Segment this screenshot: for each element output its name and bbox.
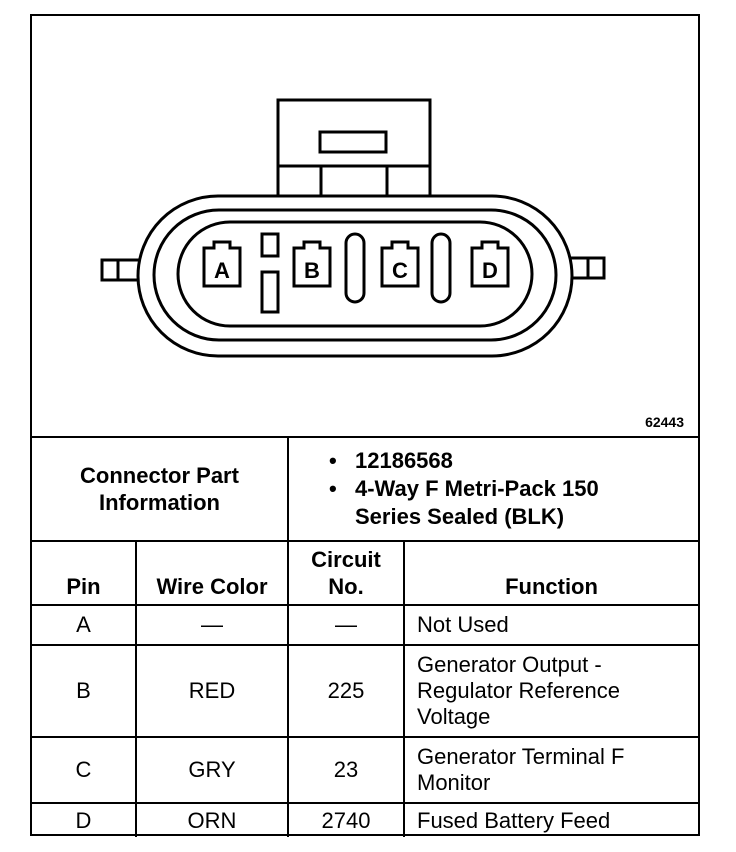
pin-cavity-b <box>294 242 330 286</box>
circuit-no-cell: 2740 <box>288 803 404 837</box>
connector-part-number: • 12186568 <box>329 447 698 475</box>
pin-label-c: C <box>392 258 408 283</box>
pin-cavity-a <box>204 242 240 286</box>
pin-cell: A <box>32 605 136 645</box>
header-circuit-no-text: Circuit No. <box>311 547 381 599</box>
pin-cell: B <box>32 645 136 737</box>
connector-info-label <box>32 437 288 541</box>
wire-color-cell: RED <box>136 645 288 737</box>
pinout-table <box>32 436 698 837</box>
circuit-no-cell: 23 <box>288 737 404 803</box>
pin-label-b: B <box>304 258 320 283</box>
table-row <box>32 803 698 837</box>
header-circuit-no <box>288 541 404 605</box>
pin-cavity-c <box>382 242 418 286</box>
circuit-no-cell: 225 <box>288 645 404 737</box>
circuit-no-cell: — <box>288 605 404 645</box>
table-row <box>32 605 698 645</box>
header-function: Function <box>404 541 698 605</box>
function-cell: Not Used <box>404 605 698 645</box>
rib-2 <box>432 234 450 302</box>
pin-cell: C <box>32 737 136 803</box>
pin-cavity-d <box>472 242 508 286</box>
connector-info-items <box>288 437 698 541</box>
connector-info-row <box>32 437 698 541</box>
wire-color-cell: ORN <box>136 803 288 837</box>
pin-label-a: A <box>214 258 230 283</box>
key-slot-upper <box>262 234 278 256</box>
wire-color-cell: GRY <box>136 737 288 803</box>
function-cell <box>404 737 698 803</box>
function-cell-text: Generator Output - Regulator Reference Voltage <box>417 652 621 729</box>
function-cell-text: Generator Terminal F Monitor <box>417 744 625 795</box>
latch-window <box>320 132 386 152</box>
connector-frame <box>30 14 700 836</box>
header-pin: Pin <box>32 541 136 605</box>
wire-color-cell: — <box>136 605 288 645</box>
left-ear <box>102 260 140 280</box>
pin-label-d: D <box>482 258 498 283</box>
connector-description: • 4-Way F Metri-Pack 150 Series Sealed (BLK) <box>329 475 655 531</box>
function-cell: Fused Battery Feed <box>404 803 698 837</box>
function-cell <box>404 645 698 737</box>
pin-cell: D <box>32 803 136 837</box>
connector-info-label-text: Connector Part Information <box>80 463 239 515</box>
rib-1 <box>346 234 364 302</box>
table-header-row <box>32 541 698 605</box>
table-row <box>32 645 698 737</box>
key-slot-lower <box>262 272 278 312</box>
header-wire-color: Wire Color <box>136 541 288 605</box>
figure-id: 62443 <box>645 414 684 430</box>
connector-drawing <box>32 16 698 436</box>
connector-diagram <box>32 16 698 436</box>
table-row <box>32 737 698 803</box>
